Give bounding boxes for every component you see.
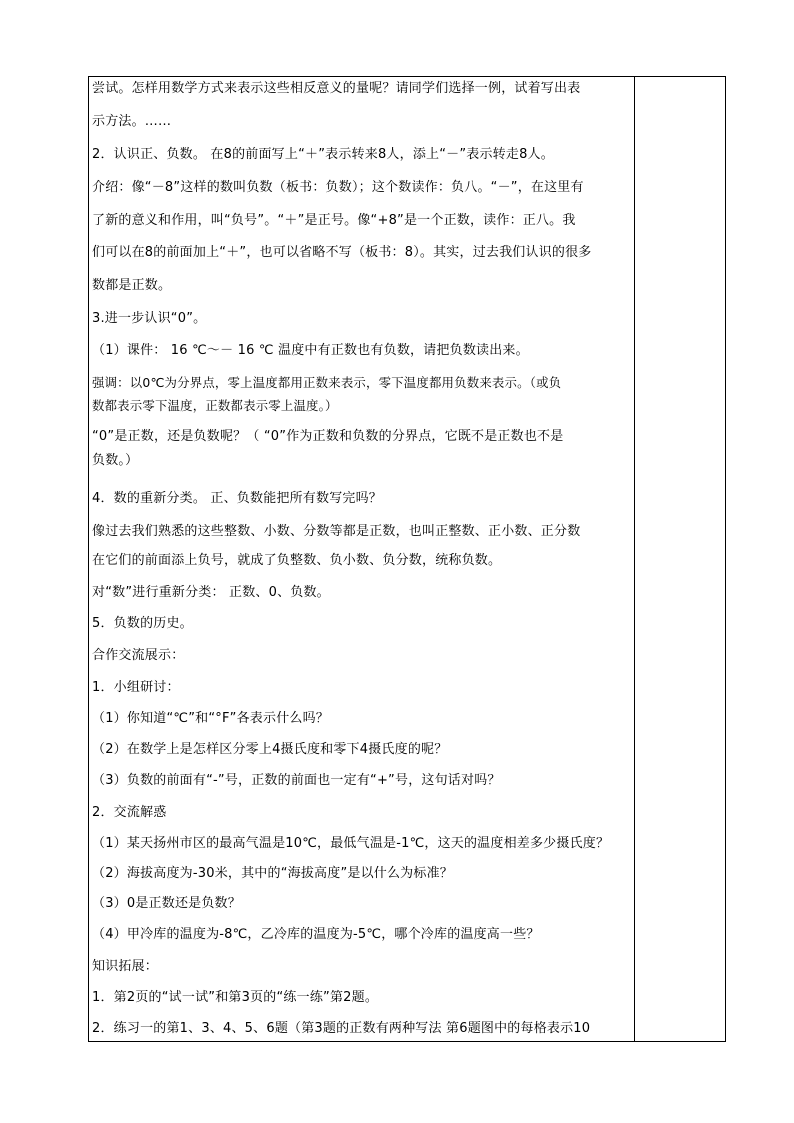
text-line: 示方法。…… bbox=[92, 114, 172, 129]
text-line: 4．数的重新分类。 正、负数能把所有数写完吗？ bbox=[92, 491, 383, 506]
text-line: （3）负数的前面有“-”号，正数的前面也一定有“+”号，这句话对吗？ bbox=[92, 773, 501, 788]
text-line: （3）0是正数还是负数？ bbox=[92, 896, 241, 911]
column-divider bbox=[634, 76, 635, 1042]
text-line: 在它们的前面添上负号，就成了负整数、负小数、负分数，统称负数。 bbox=[92, 553, 502, 568]
text-line: （1）课件： 16 ℃～－ 16 ℃ 温度中有正数也有负数，请把负数读出来。 bbox=[92, 343, 529, 358]
text-line: 3.进一步认识“0”。 bbox=[92, 311, 207, 326]
text-line: 数都表示零下温度，正数都表示零上温度。） bbox=[92, 398, 338, 413]
text-line: 尝试。怎样用数学方式来表示这些相反意义的量呢？请同学们选择一例，试着写出表 bbox=[92, 81, 581, 96]
text-line: 2．交流解惑 bbox=[92, 805, 167, 820]
text-line: 强调：以0℃为分界点，零上温度都用正数来表示，零下温度都用负数来表示。（或负 bbox=[92, 375, 562, 390]
text-line: （4）甲冷库的温度为-8℃，乙冷库的温度为-5℃，哪个冷库的温度高一些？ bbox=[92, 927, 540, 942]
text-line: 合作交流展示： bbox=[92, 648, 185, 663]
text-line: 1．小组研讨： bbox=[92, 680, 180, 695]
text-line: （1）某天扬州市区的最高气温是10℃，最低气温是-1℃，这天的温度相差多少摄氏度？ bbox=[92, 836, 610, 851]
text-line: 们可以在8的前面加上“＋”，也可以省略不写（板书：8）。其实，过去我们认识的很多 bbox=[92, 245, 592, 260]
text-line: 介绍：像“－8”这样的数叫负数（板书：负数）；这个数读作：负八。“－”，在这里有 bbox=[92, 180, 584, 195]
text-line: 数都是正数。 bbox=[92, 278, 172, 293]
text-line: （2）海拔高度为-30米，其中的“海拔高度”是以什么为标准？ bbox=[92, 866, 453, 881]
text-line: 5．负数的历史。 bbox=[92, 616, 193, 631]
text-line: 负数。） bbox=[92, 453, 139, 468]
text-line: （1）你知道“℃”和“°F”各表示什么吗？ bbox=[92, 711, 329, 726]
text-line: 2．认识正、负数。 在8的前面写上“＋”表示转来8人，添上“－”表示转走8人。 bbox=[92, 147, 554, 162]
text-line: 知识拓展： bbox=[92, 959, 159, 974]
text-line: “0”是正数，还是负数呢？（ “0”作为正数和负数的分界点，它既不是正数也不是 bbox=[92, 429, 564, 444]
text-line: 对“数”进行重新分类： 正数、0、负数。 bbox=[92, 585, 330, 600]
text-line: 像过去我们熟悉的这些整数、小数、分数等都是正数，也叫正整数、正小数、正分数 bbox=[92, 524, 581, 539]
text-line: 2．练习一的第1、3、4、5、6题（第3题的正数有两种写法 第6题图中的每格表示10 bbox=[92, 1021, 591, 1036]
text-line: （2）在数学上是怎样区分零上4摄氏度和零下4摄氏度的呢？ bbox=[92, 742, 448, 757]
text-line: 1．第2页的“试一试”和第3页的“练一练”第2题。 bbox=[92, 990, 379, 1005]
text-line: 了新的意义和作用，叫“负号”。“＋”是正号。像“+8”是一个正数，读作：正八。我 bbox=[92, 213, 576, 228]
